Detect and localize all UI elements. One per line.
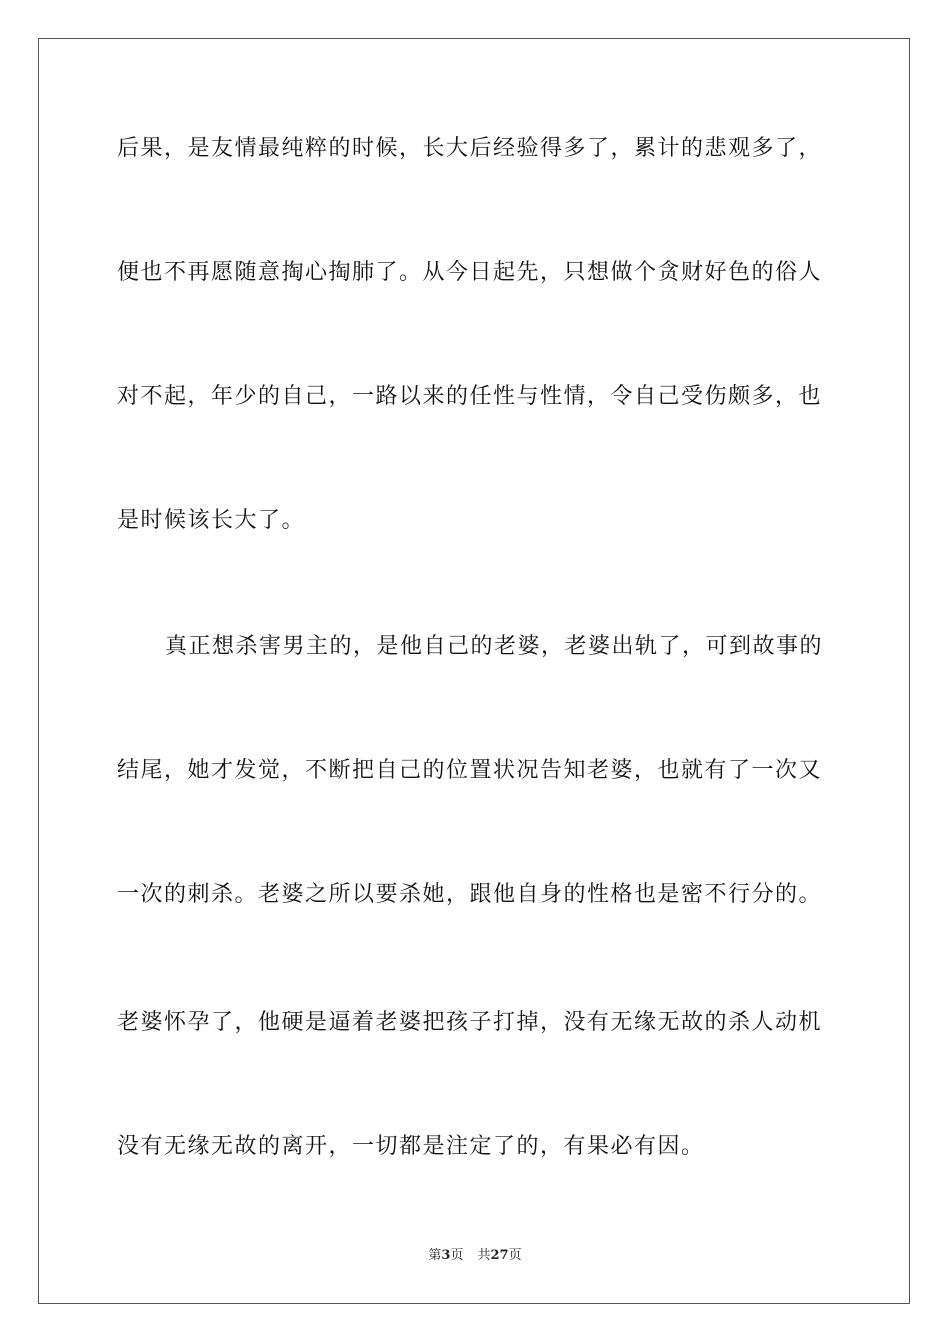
text-line: 真正想杀害男主的，是他自己的老婆，老婆出轨了，可到故事的	[165, 634, 824, 659]
text-line: 老婆怀孕了，他硬是逼着老婆把孩子打掉，没有无缘无故的杀人动机	[117, 1010, 823, 1035]
total-prefix: 共	[477, 1248, 491, 1263]
total-suffix: 页	[508, 1248, 522, 1263]
page-suffix: 页	[450, 1248, 464, 1263]
text-line: 是时候该长大了。	[117, 508, 306, 533]
page-number: 3	[441, 1248, 451, 1263]
text-line: 便也不再愿随意掏心掏肺了。从今日起先，只想做个贪财好色的俗人	[117, 260, 823, 285]
text-line: 结尾，她才发觉，不断把自己的位置状况告知老婆，也就有了一次又	[117, 758, 823, 783]
text-line: 后果，是友情最纯粹的时候，长大后经验得多了，累计的悲观多了，	[117, 136, 823, 161]
text-line: 一次的刺杀。老婆之所以要杀她，跟他自身的性格也是密不行分的。	[117, 882, 823, 907]
page-prefix: 第	[428, 1248, 442, 1263]
page-border	[38, 38, 910, 1304]
total-pages: 27	[490, 1248, 509, 1263]
page-footer	[0, 1247, 950, 1265]
text-line: 对不起，年少的自己，一路以来的任性与性情，令自己受伤颇多，也	[117, 384, 823, 409]
text-line: 没有无缘无故的离开，一切都是注定了的，有果必有因。	[117, 1134, 705, 1159]
